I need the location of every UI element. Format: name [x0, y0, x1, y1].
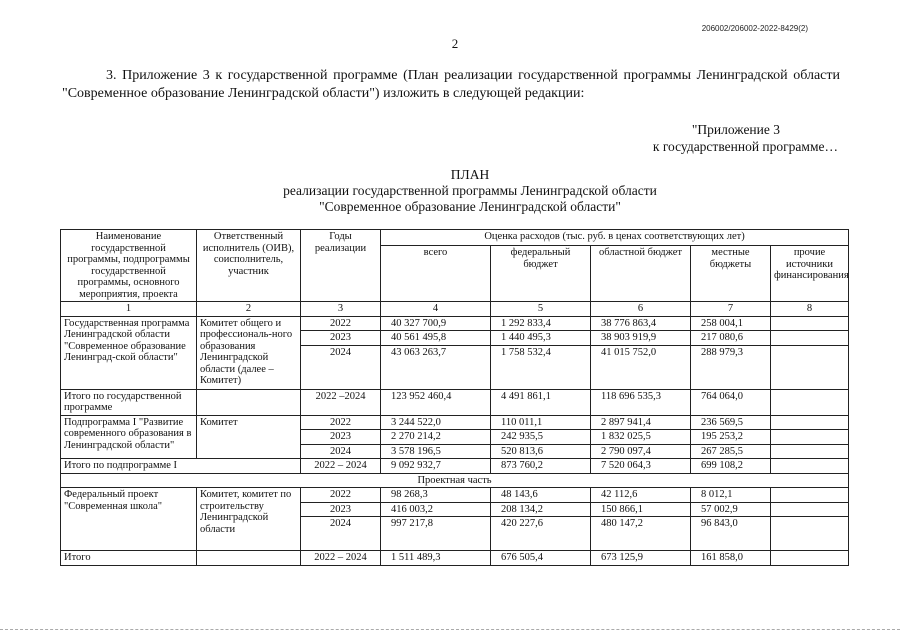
federal-cell: 48 143,6: [491, 488, 591, 503]
page-number: 2: [451, 36, 459, 51]
project-name: Федеральный проект "Современная школа": [61, 488, 197, 551]
other-cell: [771, 316, 849, 331]
section-row: [61, 473, 849, 488]
total-label: Итого по государственной программе: [61, 389, 197, 415]
local-cell: 217 080,6: [691, 331, 771, 346]
local-cell: 267 285,5: [691, 444, 771, 459]
plan-title-line-2: реализации государственной программы Ленинградской области: [283, 183, 657, 198]
plan-title-line-3: "Современное образование Ленинградской области": [319, 199, 621, 214]
regional-cell: 673 125,9: [591, 551, 691, 566]
table-row: [61, 415, 849, 430]
total-cell: 98 268,3: [381, 488, 491, 503]
local-cell: 8 012,1: [691, 488, 771, 503]
other-cell: [771, 502, 849, 517]
table-row-total: [61, 459, 849, 474]
local-cell: 57 002,9: [691, 502, 771, 517]
regional-cell: 38 776 863,4: [591, 316, 691, 331]
header-name: Наименование государственной программы, подпрограммы государственной программы, основного мероприятия, проекта: [61, 230, 197, 302]
total-cell: 1 511 489,3: [381, 551, 491, 566]
year-cell: 2023: [301, 331, 381, 346]
total-cell: 416 003,2: [381, 502, 491, 517]
col-number: 3: [301, 302, 381, 317]
other-cell: [771, 488, 849, 503]
other-cell: [771, 517, 849, 551]
total-cell: 9 092 932,7: [381, 459, 491, 474]
total-label: Итого по подпрограмме I: [61, 459, 301, 474]
federal-cell: 1 440 495,3: [491, 331, 591, 346]
header-federal: федеральный бюджет: [491, 246, 591, 302]
subprogram-name: Подпрограмма I "Развитие современного образования в Ленинградской области": [61, 415, 197, 459]
regional-cell: 1 832 025,5: [591, 430, 691, 445]
column-number-row: [61, 302, 849, 317]
executor-cell: [197, 551, 301, 566]
header-executor: Ответственный исполнитель (ОИВ), соисполнитель, участник: [197, 230, 301, 302]
regional-cell: 42 112,6: [591, 488, 691, 503]
regional-cell: 38 903 919,9: [591, 331, 691, 346]
program-name: Государственная программа Ленинградской области "Современное образование Ленинград-ской области": [61, 316, 197, 389]
total-cell: 3 244 522,0: [381, 415, 491, 430]
local-cell: 764 064,0: [691, 389, 771, 415]
plan-title: [0, 167, 900, 215]
table-row-total: [61, 389, 849, 415]
year-cell: 2023: [301, 502, 381, 517]
total-cell: 2 270 214,2: [381, 430, 491, 445]
total-cell: 40 561 495,8: [381, 331, 491, 346]
other-cell: [771, 551, 849, 566]
total-cell: 43 063 263,7: [381, 345, 491, 389]
total-cell: 997 217,8: [381, 517, 491, 551]
total-cell: 40 327 700,9: [381, 316, 491, 331]
col-number: 5: [491, 302, 591, 317]
col-number: 4: [381, 302, 491, 317]
other-cell: [771, 345, 849, 389]
year-cell: 2023: [301, 430, 381, 445]
col-number: 1: [61, 302, 197, 317]
year-cell: 2022 –2024: [301, 389, 381, 415]
year-cell: 2022 – 2024: [301, 459, 381, 474]
local-cell: 258 004,1: [691, 316, 771, 331]
other-cell: [771, 430, 849, 445]
program-executor: Комитет общего и профессиональ-ного образования Ленинградской области (далее – Комитет): [197, 316, 301, 389]
federal-cell: 1 292 833,4: [491, 316, 591, 331]
col-number: 7: [691, 302, 771, 317]
total-cell: 123 952 460,4: [381, 389, 491, 415]
federal-cell: 520 813,6: [491, 444, 591, 459]
other-cell: [771, 459, 849, 474]
regional-cell: 41 015 752,0: [591, 345, 691, 389]
local-cell: 236 569,5: [691, 415, 771, 430]
executor-cell: [197, 389, 301, 415]
regional-cell: 480 147,2: [591, 517, 691, 551]
plan-table: [60, 229, 849, 566]
page-bottom-divider: [0, 629, 900, 630]
other-cell: [771, 415, 849, 430]
total-label: Итого: [61, 551, 197, 566]
federal-cell: 1 758 532,4: [491, 345, 591, 389]
table-row-total: [61, 551, 849, 566]
plan-title-line-1: ПЛАН: [450, 167, 490, 182]
local-cell: 699 108,2: [691, 459, 771, 474]
table-row: [61, 488, 849, 503]
regional-cell: 2 897 941,4: [591, 415, 691, 430]
regional-cell: 118 696 535,3: [591, 389, 691, 415]
total-cell: 3 578 196,5: [381, 444, 491, 459]
year-cell: 2024: [301, 345, 381, 389]
year-cell: 2022: [301, 316, 381, 331]
other-cell: [771, 389, 849, 415]
header-regional: областной бюджет: [591, 246, 691, 302]
year-cell: 2022: [301, 488, 381, 503]
local-cell: 195 253,2: [691, 430, 771, 445]
other-cell: [771, 331, 849, 346]
header-local: местные бюджеты: [691, 246, 771, 302]
col-number: 8: [771, 302, 849, 317]
local-cell: 96 843,0: [691, 517, 771, 551]
year-cell: 2024: [301, 444, 381, 459]
appendix-reference: [618, 121, 838, 155]
section-label: Проектная часть: [61, 473, 849, 488]
project-executor: Комитет, комитет по строительству Ленинградской области: [197, 488, 301, 551]
col-number: 2: [197, 302, 301, 317]
federal-cell: 242 935,5: [491, 430, 591, 445]
federal-cell: 4 491 861,1: [491, 389, 591, 415]
year-cell: 2024: [301, 517, 381, 551]
local-cell: 161 858,0: [691, 551, 771, 566]
federal-cell: 110 011,1: [491, 415, 591, 430]
document-id: 206002/206002-2022-8429(2): [701, 24, 808, 33]
appendix-line-2: к государственной программе…: [652, 139, 838, 154]
federal-cell: 873 760,2: [491, 459, 591, 474]
year-cell: 2022: [301, 415, 381, 430]
local-cell: 288 979,3: [691, 345, 771, 389]
federal-cell: 208 134,2: [491, 502, 591, 517]
federal-cell: 676 505,4: [491, 551, 591, 566]
regional-cell: 150 866,1: [591, 502, 691, 517]
appendix-line-1: "Приложение 3: [691, 122, 780, 137]
table-row: [61, 316, 849, 331]
federal-cell: 420 227,6: [491, 517, 591, 551]
table-header-row: [61, 230, 849, 246]
regional-cell: 2 790 097,4: [591, 444, 691, 459]
intro-paragraph: 3. Приложение 3 к государственной программе (План реализации государственной программы Ленинградской области "Современное образование Ленинградской области") изложить в следующей редакции:: [62, 68, 840, 101]
header-total: всего: [381, 246, 491, 302]
subprogram-executor: Комитет: [197, 415, 301, 459]
year-cell: 2022 – 2024: [301, 551, 381, 566]
header-other: прочие источники финансирования: [771, 246, 849, 302]
header-years: Годы реализации: [301, 230, 381, 302]
regional-cell: 7 520 064,3: [591, 459, 691, 474]
other-cell: [771, 444, 849, 459]
col-number: 6: [591, 302, 691, 317]
header-estimate: Оценка расходов (тыс. руб. в ценах соответствующих лет): [381, 230, 849, 246]
